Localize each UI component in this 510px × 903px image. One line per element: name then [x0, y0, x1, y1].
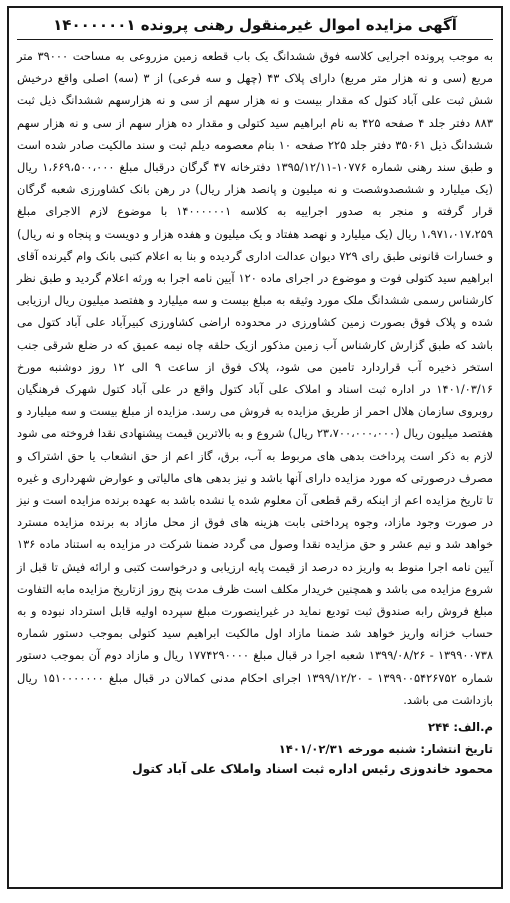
signatory: محمود خاندوزی رئیس اداره ثبت اسناد واملاک علی آباد کتول — [132, 762, 493, 777]
notice-title: آگهی مزایده اموال غیرمنقول رهنی پرونده ۱۴۰۰۰۰۰۰۱ — [17, 13, 493, 40]
notice-body: به موجب پرونده اجرایی کلاسه فوق ششدانگ یک باب قطعه زمین مزروعی به مساحت ۳۹۰۰۰ متر مربع (سی و نه هزار متر مربع) دارای پلاک ۴۳ (چهل و سه فرعی) از ۳ (سه) اصلی واقع درخیش شش ثبت علی آباد کتول که مقدار بیست و نه هزار سهم از سی و نه هزارسهم ششدانگ ذیل ثبت ۸۸۳ دفتر جلد ۴ صفحه ۴۲۵ به نام ابراهیم سید کتولی و مقدار ده هزار سهم از سی و نه هزار سهم ششدانگ ذیل ۳۵۰۶۱ دفتر جلد ۲۲۵ صفحه ۱۰ بنام معصومه دیلم ثبت و سند مالکیت صادر شده است و طبق سند رهنی شماره ۱۰۷۷۶-۱۳۹۵/۱۲/۱۱ دفترخانه ۴۷ گرگان درقبال مبلغ ۱،۶۶۹،۵۰۰،۰۰۰ ریال (یک میلیارد و ششصدوشصت و نه میلیون و پانصد هزار ریال) در رهن بانک کشاورزی شعبه گرگان قرار گرفته و منجر به صدور اجراییه به کلاسه ۱۴۰۰۰۰۰۰۱ با موضوع لازم الاجرای مبلغ ۱،۹۷۱،۰۱۷،۲۵۹ ریال (یک میلیارد و نهصد هفتاد و یک میلیون و هفده هزار و دویست و پنجاه و نه ریال) و خسارات قانونی طبق رای ۷۲۹ دیوان عدالت اداری گردیده و بنا به اعلام کتبی بانک وام گیرنده آقای ابراهیم سید کتولی فوت و موضوع در اجرای ماده ۱۲۰ آیین نامه اجرا به ورثه اعلام گردید و طبق نظر کارشناس رسمی ششدانگ ملک مورد وثیقه به مبلغ بیست و سه میلیارد و هفتصد میلیون ریال ارزیابی شده و پلاک فوق بصورت زمین کشاورزی در محدوده اراضی کشاورزی کبیرآباد علی آباد کتول می باشد که طبق گزارش کارشناس آب زمین مذکور ازیک حلقه چاه نیمه عمیق که در ضلع شرقی جنب استخر ذخیره آب قراردارد تامین می شود، پلاک فوق از ساعت ۹ الی ۱۲ روز دوشنبه مورخ ۱۴۰۱/۰۳/۱۶ در اداره ثبت اسناد و املاک علی آباد کتول واقع در علی آباد کتول شهرک فرهنگیان روبروی سازمان هلال احمر از طریق مزایده به فروش می رسد. مزایده از مبلغ بیست و سه میلیارد و هفتصد میلیون ریال (۲۳،۷۰۰،۰۰۰،۰۰۰ ریال) شروع و به بالاترین قیمت پیشنهادی نقدا فروخته می شود لازم به ذکر است پرداخت بدهی های مربوط به آب، برق، گاز اعم از حق انشعاب یا حق اشتراک و مصرف درصورتی که مورد مزایده دارای آنها باشد و نیز بدهی های مالیاتی و عوارض شهرداری و غیره تا تاریخ مزایده اعم از اینکه رقم قطعی آن معلوم شده یا نشده باشد به عهده برنده مزایده است و نیز در صورت وجود مازاد، وجوه پرداختی بابت هزینه های فوق از محل مازاد به برنده مزایده مسترد خواهد شد و نیم عشر و حق مزایده نقدا وصول می گردد ضمنا شرکت در مزایده به استناد ماده ۱۳۶ آیین نامه اجرا منوط به واریز ده درصد از قیمت پایه ارزیابی و درخواست کتبی و ارائه فیش تا قبل از شروع مزایده می باشد و همچنین خریدار مکلف است ظرف مدت پنج روز ازتاریخ مزایده مابه التفاوت مبلغ فروش رابه صندوق ثبت تودیع نماید در غیراینصورت مبلغ سپرده اولیه قابل استرداد نبوده و به حساب خزانه واریز خواهد شد ضمنا مازاد اول مالکیت ابراهیم سید کتولی بموجب دستور شماره ۱۳۹۹۰۰۷۳۸ - ۱۳۹۹/۰۸/۲۶ شعبه اجرا در قبال مبلغ ۱۷۷۴۲۹۰۰۰۰ ریال و مازاد دوم آن بموجب دستور شماره ۱۳۹۹۰۰۵۴۲۶۷۵۲ - ۱۳۹۹/۱۲/۲۰ اجرای احکام مدنی کمالان در قبال مبلغ ۱۵۱۰۰۰۰۰۰۰ ریال بازداشت می باشد. — [17, 49, 494, 707]
auction-notice — [7, 6, 503, 889]
reference-number: م.الف: ۲۴۴ — [428, 720, 493, 735]
publication-date: تاریخ انتشار: شنبه مورخه ۱۴۰۱/۰۲/۳۱ — [278, 742, 493, 757]
notice-footer — [17, 717, 493, 779]
